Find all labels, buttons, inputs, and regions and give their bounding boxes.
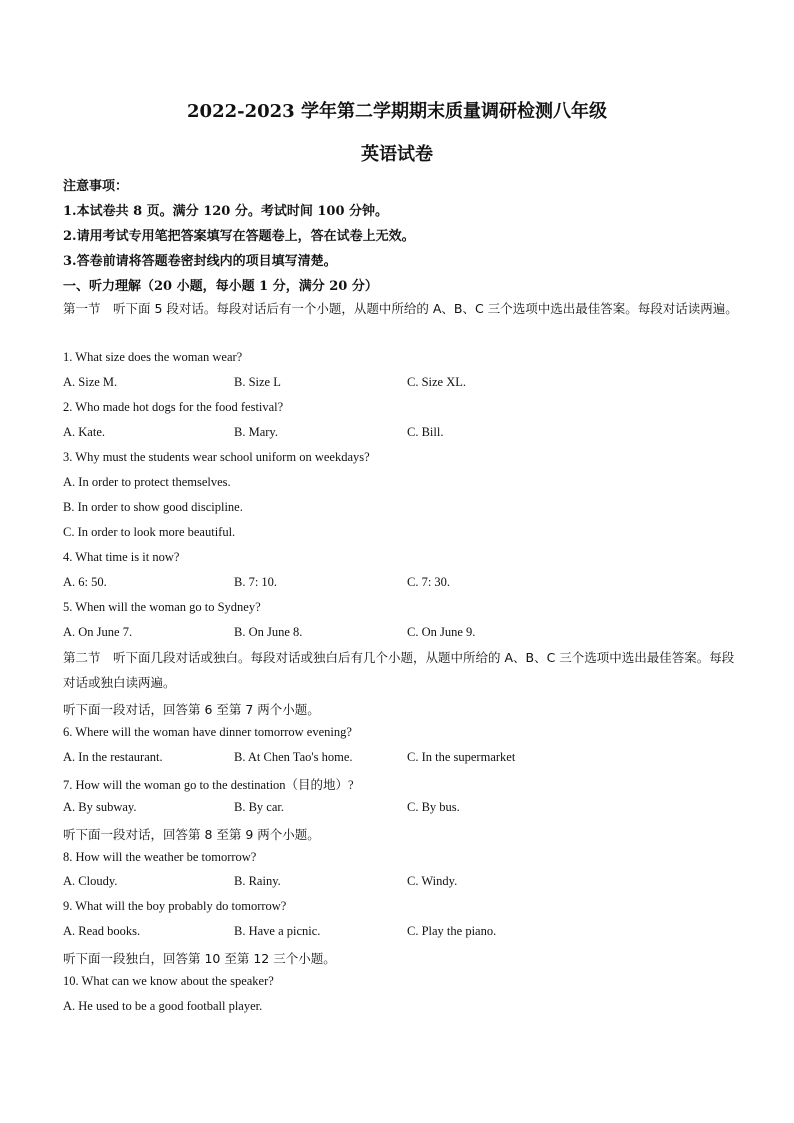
question-7: 7. How will the woman go to the destination（目的地）?	[63, 778, 354, 792]
dialog-intro-2: 听下面一段对话，回答第 8 至第 9 两个小题。	[63, 827, 320, 842]
dialog-intro-1: 听下面一段对话，回答第 6 至第 7 两个小题。	[63, 702, 320, 717]
q5-option-a: A. On June 7.	[63, 625, 133, 639]
q4-option-b: B. 7: 10.	[234, 575, 278, 589]
q4-option-a: A. 6: 50.	[63, 575, 107, 589]
notes-heading: 注意事项：	[63, 179, 129, 194]
part2-instructions: 第二节 听下面几段对话或独白。每段对话或独白后有几个小题，从题中所给的 A、B、C 三个选项中选出最佳答案。每段对话或独白读两遍。	[63, 650, 735, 690]
q7-option-b: B. By car.	[234, 800, 284, 814]
q3-option-b: B. In order to show good discipline.	[63, 500, 243, 514]
question-10: 10. What can we know about the speaker?	[63, 974, 274, 988]
q8-option-c: C. Windy.	[407, 874, 458, 888]
section-heading: 一、听力理解（20 小题，每小题 1 分，满分 20 分）	[63, 279, 378, 294]
part1-instructions: 第一节 听下面 5 段对话。每段对话后有一个小题，从题中所给的 A、B、C 三个选项中选出最佳答案。每段对话读两遍。	[63, 301, 738, 316]
q4-option-c: C. 7: 30.	[407, 575, 451, 589]
exam-subtitle: 英语试卷	[361, 144, 433, 165]
question-9: 9. What will the boy probably do tomorrow?	[63, 899, 287, 913]
q9-option-b: B. Have a picnic.	[234, 924, 321, 938]
question-3: 3. Why must the students wear school uniform on weekdays?	[63, 450, 370, 464]
q3-option-a: A. In order to protect themselves.	[63, 475, 231, 489]
q5-option-b: B. On June 8.	[234, 625, 303, 639]
note-item: 1.本试卷共 8 页。满分 120 分。考试时间 100 分钟。	[63, 204, 389, 219]
question-6: 6. Where will the woman have dinner tomorrow evening?	[63, 725, 352, 739]
question-4: 4. What time is it now?	[63, 550, 180, 564]
q8-option-b: B. Rainy.	[234, 874, 281, 888]
q3-option-c: C. In order to look more beautiful.	[63, 525, 236, 539]
question-5: 5. When will the woman go to Sydney?	[63, 600, 261, 614]
q2-option-b: B. Mary.	[234, 425, 278, 439]
question-8: 8. How will the weather be tomorrow?	[63, 850, 257, 864]
question-2: 2. Who made hot dogs for the food festival?	[63, 400, 284, 414]
q2-option-a: A. Kate.	[63, 425, 105, 439]
monologue-intro: 听下面一段独白，回答第 10 至第 12 三个小题。	[63, 951, 336, 966]
q9-option-c: C. Play the piano.	[407, 924, 497, 938]
q1-option-c: C. Size XL.	[407, 375, 467, 389]
q8-option-a: A. Cloudy.	[63, 874, 118, 888]
q1-option-a: A. Size M.	[63, 375, 118, 389]
question-1: 1. What size does the woman wear?	[63, 350, 243, 364]
q6-option-b: B. At Chen Tao's home.	[234, 750, 353, 764]
q2-option-c: C. Bill.	[407, 425, 444, 439]
q7-option-a: A. By subway.	[63, 800, 137, 814]
q6-option-a: A. In the restaurant.	[63, 750, 163, 764]
q9-option-a: A. Read books.	[63, 924, 141, 938]
note-item: 3.答卷前请将答题卷密封线内的项目填写清楚。	[63, 254, 337, 269]
q7-option-c: C. By bus.	[407, 800, 460, 814]
exam-title: 2022-2023 学年第二学期期末质量调研检测八年级	[187, 101, 607, 122]
q1-option-b: B. Size L	[234, 375, 281, 389]
q5-option-c: C. On June 9.	[407, 625, 476, 639]
q6-option-c: C. In the supermarket	[407, 750, 516, 764]
note-item: 2.请用考试专用笔把答案填写在答题卷上，答在试卷上无效。	[63, 229, 415, 244]
q10-option-a: A. He used to be a good football player.	[63, 999, 263, 1013]
